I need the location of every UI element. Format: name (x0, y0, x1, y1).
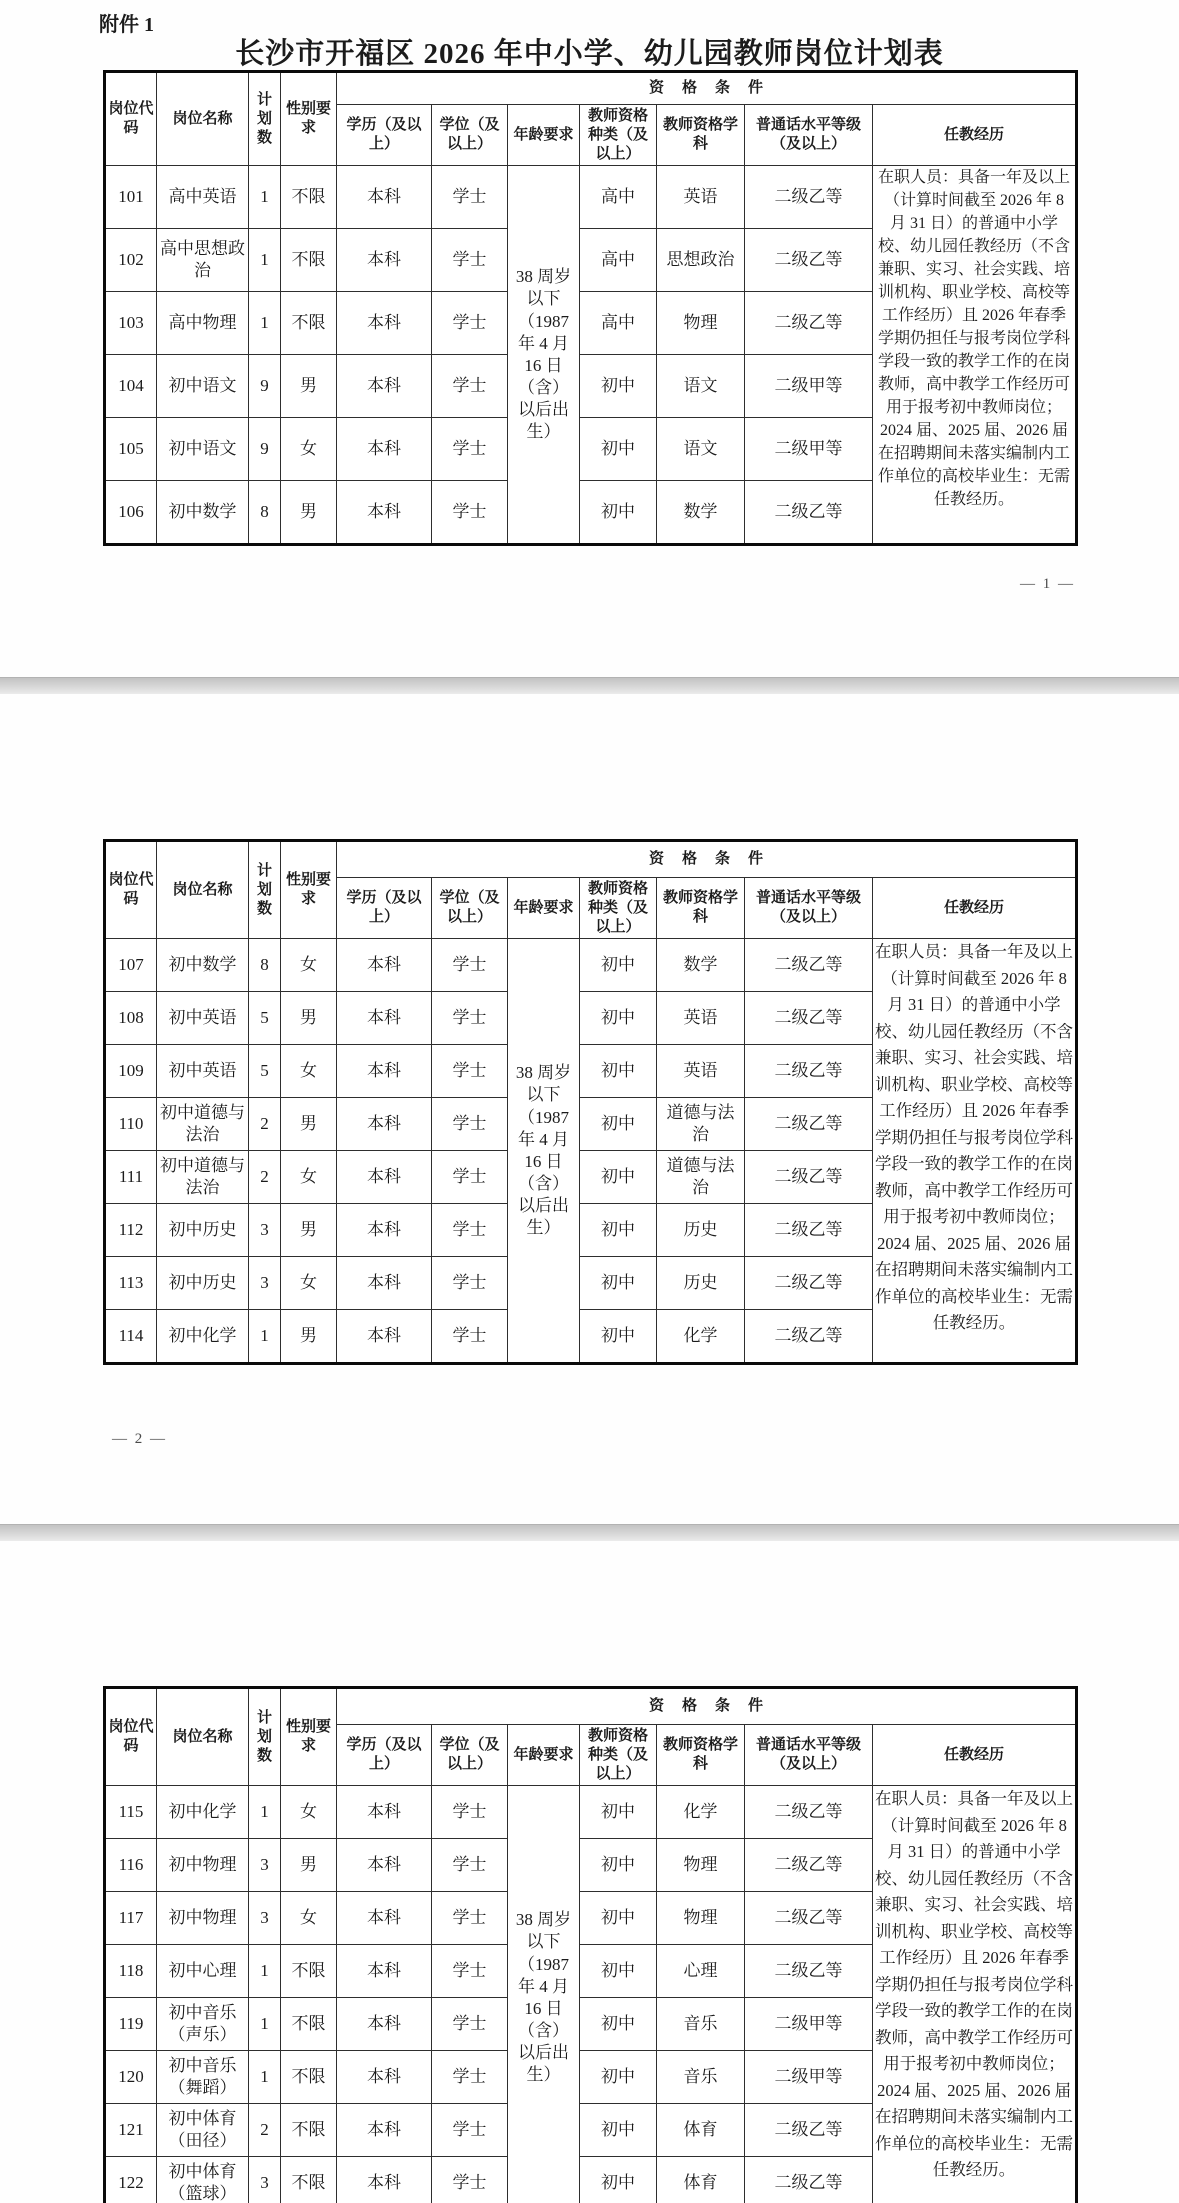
cell-mandarin: 二级乙等 (745, 1098, 873, 1151)
header-experience: 任教经历 (873, 1725, 1077, 1786)
cell-count: 1 (249, 229, 281, 292)
cell-count: 9 (249, 418, 281, 481)
cell-cert-type: 初中 (580, 1892, 657, 1945)
cell-education: 本科 (337, 355, 432, 418)
cell-code: 116 (105, 1839, 157, 1892)
cell-experience (873, 939, 1077, 1364)
header-code: 岗位代码 (105, 841, 157, 939)
header-degree: 学位（及以上） (432, 105, 508, 166)
cell-degree: 学士 (432, 2104, 508, 2157)
header-row-group (105, 841, 1077, 878)
cell-degree: 学士 (432, 1786, 508, 1839)
cell-count: 2 (249, 2104, 281, 2157)
cell-code: 121 (105, 2104, 157, 2157)
cell-gender: 不限 (281, 2104, 337, 2157)
cell-cert-subject: 英语 (657, 992, 745, 1045)
cell-degree: 学士 (432, 1839, 508, 1892)
cell-cert-type: 初中 (580, 1839, 657, 1892)
cell-name: 初中道德与法治 (157, 1151, 249, 1204)
cell-degree: 学士 (432, 418, 508, 481)
cell-gender: 男 (281, 1204, 337, 1257)
cell-count: 1 (249, 1310, 281, 1364)
header-name: 岗位名称 (157, 841, 249, 939)
cell-gender: 不限 (281, 2157, 337, 2203)
cell-education: 本科 (337, 1257, 432, 1310)
cell-degree: 学士 (432, 1098, 508, 1151)
cell-mandarin: 二级乙等 (745, 1310, 873, 1364)
cell-cert-type: 初中 (580, 2051, 657, 2104)
cell-cert-subject: 体育 (657, 2104, 745, 2157)
cell-gender: 不限 (281, 166, 337, 229)
cell-gender: 不限 (281, 1998, 337, 2051)
table-body (105, 1786, 1077, 2203)
header-cert-subject: 教师资格学科 (657, 105, 745, 166)
cell-count: 8 (249, 481, 281, 545)
cell-mandarin: 二级乙等 (745, 229, 873, 292)
cell-code: 115 (105, 1786, 157, 1839)
header-age: 年龄要求 (508, 105, 580, 166)
cell-gender: 男 (281, 1310, 337, 1364)
cell-degree: 学士 (432, 1151, 508, 1204)
cell-cert-type: 高中 (580, 229, 657, 292)
header-name: 岗位名称 (157, 1688, 249, 1786)
cell-cert-subject: 音乐 (657, 1998, 745, 2051)
cell-degree: 学士 (432, 992, 508, 1045)
cell-count: 8 (249, 939, 281, 992)
cell-gender: 女 (281, 1892, 337, 1945)
page-2 (0, 694, 1179, 1524)
cell-gender: 女 (281, 1786, 337, 1839)
cell-code: 101 (105, 166, 157, 229)
cell-education: 本科 (337, 1998, 432, 2051)
cell-mandarin: 二级甲等 (745, 418, 873, 481)
cell-code: 118 (105, 1945, 157, 1998)
cell-cert-subject: 语文 (657, 355, 745, 418)
cell-cert-type: 初中 (580, 1310, 657, 1364)
cell-code: 117 (105, 1892, 157, 1945)
cell-gender: 不限 (281, 292, 337, 355)
header-education: 学历（及以上） (337, 105, 432, 166)
cell-code: 112 (105, 1204, 157, 1257)
cell-count: 1 (249, 166, 281, 229)
header-age: 年龄要求 (508, 878, 580, 939)
header-gender: 性别要求 (281, 1688, 337, 1786)
header-mandarin: 普通话水平等级（及以上） (745, 878, 873, 939)
table-slot (103, 1686, 1078, 2203)
cell-cert-subject: 物理 (657, 1892, 745, 1945)
cell-education: 本科 (337, 1786, 432, 1839)
cell-cert-type: 初中 (580, 355, 657, 418)
cell-count: 5 (249, 1045, 281, 1098)
cell-count: 1 (249, 1998, 281, 2051)
cell-count: 1 (249, 1786, 281, 1839)
cell-count: 2 (249, 1098, 281, 1151)
cell-name: 初中音乐（声乐） (157, 1998, 249, 2051)
cell-code: 109 (105, 1045, 157, 1098)
cell-mandarin: 二级乙等 (745, 939, 873, 992)
cell-mandarin: 二级乙等 (745, 2157, 873, 2203)
cell-cert-type: 高中 (580, 166, 657, 229)
cell-degree: 学士 (432, 939, 508, 992)
cell-cert-subject: 化学 (657, 1786, 745, 1839)
cell-cert-type: 初中 (580, 939, 657, 992)
cell-name: 初中物理 (157, 1839, 249, 1892)
cell-code: 120 (105, 2051, 157, 2104)
cell-cert-type: 初中 (580, 1098, 657, 1151)
cell-count: 5 (249, 992, 281, 1045)
cell-gender: 女 (281, 939, 337, 992)
cell-count: 1 (249, 292, 281, 355)
cell-education: 本科 (337, 1045, 432, 1098)
cell-experience (873, 1786, 1077, 2203)
cell-gender: 不限 (281, 2051, 337, 2104)
header-experience: 任教经历 (873, 105, 1077, 166)
cell-degree: 学士 (432, 1998, 508, 2051)
cell-cert-subject: 数学 (657, 939, 745, 992)
cell-degree: 学士 (432, 1204, 508, 1257)
header-gender: 性别要求 (281, 841, 337, 939)
page-gap (0, 677, 1179, 694)
cell-name: 初中历史 (157, 1257, 249, 1310)
table-body (105, 166, 1077, 545)
cell-experience (873, 166, 1077, 545)
cell-count: 3 (249, 1839, 281, 1892)
header-row-group (105, 1688, 1077, 1725)
cell-name: 初中语文 (157, 418, 249, 481)
cell-age-requirement: 38 周岁以下（1987 年 4 月 16 日（含）以后出生） (508, 1786, 580, 2203)
cell-code: 105 (105, 418, 157, 481)
cell-cert-subject: 物理 (657, 1839, 745, 1892)
experience-paragraph-1: 在职人员：具备一年及以上（计算时间截至 2026 年 8 月 31 日）的普通中小学校、幼儿园任教经历（不含兼职、实习、社会实践、培训机构、职业学校、高校等工作经历）且 2026 年春季学期仍担任与报考岗位学科学段一致的教学工作的在岗教师，高中教学工作经历可用于报考初中教师岗位； (878, 169, 1071, 417)
table-row (105, 166, 1077, 229)
table-body (105, 939, 1077, 1364)
cell-mandarin: 二级甲等 (745, 355, 873, 418)
cell-degree: 学士 (432, 2051, 508, 2104)
cell-cert-subject: 语文 (657, 418, 745, 481)
cell-cert-type: 高中 (580, 292, 657, 355)
header-qualification-group: 资格条件 (337, 1688, 1077, 1725)
cell-degree: 学士 (432, 481, 508, 545)
cell-cert-subject: 数学 (657, 481, 745, 545)
cell-name: 初中语文 (157, 355, 249, 418)
page-1 (0, 0, 1179, 677)
cell-age-requirement: 38 周岁以下（1987 年 4 月 16 日（含）以后出生） (508, 939, 580, 1364)
cell-cert-type: 初中 (580, 1045, 657, 1098)
cell-degree: 学士 (432, 355, 508, 418)
cell-cert-type: 初中 (580, 418, 657, 481)
header-count: 计划数 (249, 1688, 281, 1786)
cell-name: 初中化学 (157, 1786, 249, 1839)
header-gender: 性别要求 (281, 72, 337, 166)
table-header (105, 72, 1077, 166)
header-mandarin: 普通话水平等级（及以上） (745, 105, 873, 166)
cell-mandarin: 二级乙等 (745, 1045, 873, 1098)
cell-count: 3 (249, 2157, 281, 2203)
header-cert-type: 教师资格种类（及以上） (580, 878, 657, 939)
cell-gender: 女 (281, 1045, 337, 1098)
cell-education: 本科 (337, 166, 432, 229)
cell-cert-type: 初中 (580, 992, 657, 1045)
cell-mandarin: 二级乙等 (745, 1204, 873, 1257)
cell-cert-subject: 英语 (657, 1045, 745, 1098)
cell-code: 103 (105, 292, 157, 355)
cell-cert-type: 初中 (580, 1151, 657, 1204)
header-education: 学历（及以上） (337, 1725, 432, 1786)
cell-degree: 学士 (432, 2157, 508, 2203)
table-header (105, 841, 1077, 939)
header-code: 岗位代码 (105, 72, 157, 166)
cell-mandarin: 二级乙等 (745, 481, 873, 545)
cell-name: 高中英语 (157, 166, 249, 229)
header-count: 计划数 (249, 72, 281, 166)
header-qualification-group: 资格条件 (337, 72, 1077, 105)
cell-code: 113 (105, 1257, 157, 1310)
page-number: — 2 — (112, 1431, 167, 1447)
cell-gender: 不限 (281, 229, 337, 292)
cell-count: 1 (249, 2051, 281, 2104)
cell-code: 108 (105, 992, 157, 1045)
cell-name: 初中心理 (157, 1945, 249, 1998)
cell-education: 本科 (337, 229, 432, 292)
cell-gender: 男 (281, 1839, 337, 1892)
cell-mandarin: 二级乙等 (745, 292, 873, 355)
cell-education: 本科 (337, 992, 432, 1045)
cell-mandarin: 二级甲等 (745, 2051, 873, 2104)
table-row (105, 939, 1077, 992)
cell-cert-type: 初中 (580, 1945, 657, 1998)
cell-degree: 学士 (432, 166, 508, 229)
cell-degree: 学士 (432, 1257, 508, 1310)
cell-cert-subject: 历史 (657, 1204, 745, 1257)
header-cert-type: 教师资格种类（及以上） (580, 1725, 657, 1786)
cell-cert-subject: 化学 (657, 1310, 745, 1364)
experience-paragraph-2: 2024 届、2025 届、2026 届在招聘期间未落实编制内工作单位的高校毕业生：无需任教经历。 (875, 1233, 1073, 1333)
page-number: — 1 — (1020, 576, 1075, 592)
cell-degree: 学士 (432, 1045, 508, 1098)
cell-code: 119 (105, 1998, 157, 2051)
cell-cert-type: 初中 (580, 2104, 657, 2157)
cell-education: 本科 (337, 292, 432, 355)
cell-education: 本科 (337, 2157, 432, 2203)
cell-count: 3 (249, 1892, 281, 1945)
cell-cert-type: 初中 (580, 1257, 657, 1310)
cell-education: 本科 (337, 1310, 432, 1364)
experience-paragraph-2: 2024 届、2025 届、2026 届在招聘期间未落实编制内工作单位的高校毕业生：无需任教经历。 (878, 422, 1071, 509)
cell-education: 本科 (337, 2104, 432, 2157)
cell-education: 本科 (337, 418, 432, 481)
cell-gender: 女 (281, 1151, 337, 1204)
cell-name: 初中化学 (157, 1310, 249, 1364)
cell-code: 106 (105, 481, 157, 545)
cell-degree: 学士 (432, 1310, 508, 1364)
header-name: 岗位名称 (157, 72, 249, 166)
cell-count: 3 (249, 1204, 281, 1257)
cell-code: 107 (105, 939, 157, 992)
cell-name: 初中体育（田径） (157, 2104, 249, 2157)
cell-gender: 男 (281, 992, 337, 1045)
header-mandarin: 普通话水平等级（及以上） (745, 1725, 873, 1786)
cell-mandarin: 二级乙等 (745, 1892, 873, 1945)
cell-cert-subject: 道德与法治 (657, 1098, 745, 1151)
document-title: 长沙市开福区 2026 年中小学、幼儿园教师岗位计划表 (235, 38, 944, 70)
cell-degree: 学士 (432, 229, 508, 292)
cell-education: 本科 (337, 1945, 432, 1998)
cell-name: 初中英语 (157, 992, 249, 1045)
cell-degree: 学士 (432, 1945, 508, 1998)
cell-cert-type: 初中 (580, 481, 657, 545)
cell-name: 初中体育（篮球） (157, 2157, 249, 2203)
cell-education: 本科 (337, 1204, 432, 1257)
positions-table (103, 839, 1078, 1365)
cell-cert-type: 初中 (580, 1204, 657, 1257)
cell-name: 初中数学 (157, 939, 249, 992)
header-degree: 学位（及以上） (432, 1725, 508, 1786)
cell-mandarin: 二级乙等 (745, 1257, 873, 1310)
positions-table (103, 1686, 1078, 2203)
cell-count: 9 (249, 355, 281, 418)
cell-education: 本科 (337, 1839, 432, 1892)
cell-education: 本科 (337, 2051, 432, 2104)
cell-gender: 不限 (281, 1945, 337, 1998)
cell-cert-type: 初中 (580, 2157, 657, 2203)
cell-education: 本科 (337, 1892, 432, 1945)
cell-gender: 男 (281, 355, 337, 418)
cell-code: 104 (105, 355, 157, 418)
cell-name: 高中思想政治 (157, 229, 249, 292)
cell-count: 2 (249, 1151, 281, 1204)
header-row-group (105, 72, 1077, 105)
experience-paragraph-1: 在职人员：具备一年及以上（计算时间截至 2026 年 8 月 31 日）的普通中小学校、幼儿园任教经历（不含兼职、实习、社会实践、培训机构、职业学校、高校等工作经历）且 2026 年春季学期仍担任与报考岗位学科学段一致的教学工作的在岗教师，高中教学工作经历可用于报考初中教师岗位； (875, 1789, 1073, 2074)
cell-gender: 女 (281, 1257, 337, 1310)
cell-cert-subject: 思想政治 (657, 229, 745, 292)
cell-name: 初中历史 (157, 1204, 249, 1257)
cell-age-requirement: 38 周岁以下（1987 年 4 月 16 日（含）以后出生） (508, 166, 580, 545)
cell-gender: 男 (281, 481, 337, 545)
cell-mandarin: 二级乙等 (745, 2104, 873, 2157)
table-row (105, 1786, 1077, 1839)
cell-count: 3 (249, 1257, 281, 1310)
header-cert-subject: 教师资格学科 (657, 878, 745, 939)
header-qualification-group: 资格条件 (337, 841, 1077, 878)
cell-degree: 学士 (432, 1892, 508, 1945)
header-cert-type: 教师资格种类（及以上） (580, 105, 657, 166)
header-cert-subject: 教师资格学科 (657, 1725, 745, 1786)
experience-paragraph-2: 2024 届、2025 届、2026 届在招聘期间未落实编制内工作单位的高校毕业生：无需任教经历。 (875, 2080, 1073, 2180)
attachment-label: 附件 1 (99, 14, 154, 36)
cell-code: 122 (105, 2157, 157, 2203)
cell-name: 高中物理 (157, 292, 249, 355)
cell-mandarin: 二级甲等 (745, 1998, 873, 2051)
cell-mandarin: 二级乙等 (745, 1945, 873, 1998)
cell-cert-subject: 心理 (657, 1945, 745, 1998)
cell-cert-subject: 历史 (657, 1257, 745, 1310)
cell-degree: 学士 (432, 292, 508, 355)
cell-code: 102 (105, 229, 157, 292)
cell-education: 本科 (337, 939, 432, 992)
cell-education: 本科 (337, 1098, 432, 1151)
header-education: 学历（及以上） (337, 878, 432, 939)
page-gap (0, 1524, 1179, 1541)
header-experience: 任教经历 (873, 878, 1077, 939)
header-code: 岗位代码 (105, 1688, 157, 1786)
cell-cert-subject: 道德与法治 (657, 1151, 745, 1204)
cell-cert-subject: 物理 (657, 292, 745, 355)
table-slot (103, 839, 1078, 1365)
cell-gender: 男 (281, 1098, 337, 1151)
header-age: 年龄要求 (508, 1725, 580, 1786)
cell-education: 本科 (337, 481, 432, 545)
cell-cert-subject: 音乐 (657, 2051, 745, 2104)
cell-mandarin: 二级乙等 (745, 992, 873, 1045)
cell-name: 初中物理 (157, 1892, 249, 1945)
cell-count: 1 (249, 1945, 281, 1998)
cell-code: 114 (105, 1310, 157, 1364)
cell-code: 110 (105, 1098, 157, 1151)
cell-mandarin: 二级乙等 (745, 1151, 873, 1204)
cell-code: 111 (105, 1151, 157, 1204)
cell-cert-type: 初中 (580, 1786, 657, 1839)
header-count: 计划数 (249, 841, 281, 939)
cell-gender: 女 (281, 418, 337, 481)
cell-name: 初中道德与法治 (157, 1098, 249, 1151)
table-slot (103, 70, 1078, 546)
table-header (105, 1688, 1077, 1786)
page-3 (0, 1541, 1179, 2203)
cell-cert-subject: 体育 (657, 2157, 745, 2203)
cell-name: 初中英语 (157, 1045, 249, 1098)
positions-table (103, 70, 1078, 546)
cell-mandarin: 二级乙等 (745, 1839, 873, 1892)
cell-mandarin: 二级乙等 (745, 1786, 873, 1839)
cell-cert-type: 初中 (580, 1998, 657, 2051)
cell-mandarin: 二级乙等 (745, 166, 873, 229)
cell-name: 初中音乐（舞蹈） (157, 2051, 249, 2104)
cell-education: 本科 (337, 1151, 432, 1204)
cell-cert-subject: 英语 (657, 166, 745, 229)
header-degree: 学位（及以上） (432, 878, 508, 939)
cell-name: 初中数学 (157, 481, 249, 545)
experience-paragraph-1: 在职人员：具备一年及以上（计算时间截至 2026 年 8 月 31 日）的普通中小学校、幼儿园任教经历（不含兼职、实习、社会实践、培训机构、职业学校、高校等工作经历）且 2026 年春季学期仍担任与报考岗位学科学段一致的教学工作的在岗教师，高中教学工作经历可用于报考初中教师岗位； (875, 942, 1073, 1227)
